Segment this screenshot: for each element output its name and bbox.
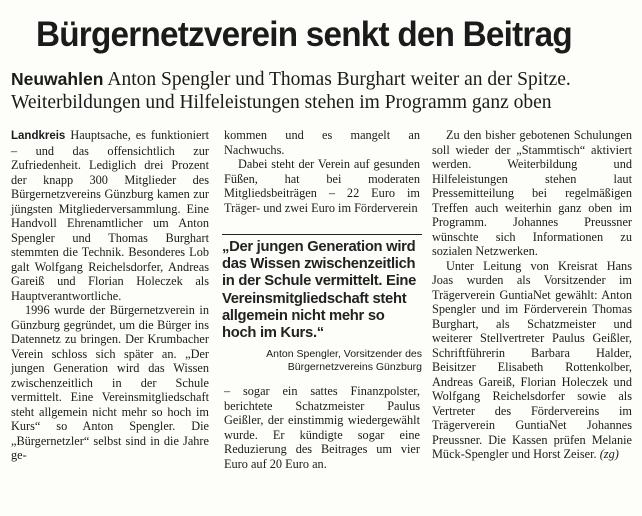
- column-3: [432, 128, 632, 462]
- pull-quote: [222, 234, 422, 374]
- kicker: Neuwahlen: [11, 69, 104, 89]
- pull-quote-source: Anton Spengler, Vorsitzender des Bürgernetzvereins Günzburg: [266, 348, 422, 374]
- paragraph: – sogar ein sattes Finanzpolster, berichtete Schatzmeister Paulus Geißler, der einstimmig wiedergewählt wurde. Er kündigte sogar eine Reduzierung des Beitrages um vier Euro auf 20 Euro an.: [224, 384, 420, 471]
- subheadline-block: [11, 68, 633, 114]
- paragraph: 1996 wurde der Bürgernetzverein in Günzburg gegründet, um die Bürger ins Datennetz zu bringen. Der Krumbacher Verein schloss sich später an. „Der jungen Generation wird das Wissen zwischenzeitlich in der Schule vermittelt. Eine Vereinsmitgliedschaft steht allgemein nicht mehr so hoch im Kurs“ so Anton Spengler. Die „Bürgernetzler“ selbst sind in die Jahre ge-: [11, 303, 209, 462]
- paragraph: Zu den bisher gebotenen Schulungen soll wieder der „Stammtisch“ aktiviert werden. Weiterbildung und Hilfeleistungen stehen laut Pressemitteilung bei regelmäßigen Treffen auch weiterhin ganz oben im Programm. Johannes Preussner wünschte sich Informationen zu sozialen Netzwerken.: [432, 128, 632, 258]
- paragraph-text: Unter Leitung von Kreisrat Hans Joas wurden als Vorsitzender im Trägerverein GuntiaNet gewählt: Anton Spengler und im Förderverein Thomas Burghart, als Schatzmeister und weiterer Stellvertreter Paulus Geißler, Schriftführerin Barbara Halder, Beisitzer Elisabeth Rottenkolber, Andreas Gareiß, Florian Holeczek und Wolfgang Reichelsdorfer sowie als Vertreter des Fördervereins im Trägerverein GuntiaNet Johannes Preussner. Die Kassen prüfen Melanie Mück-Spengler und Horst Zeiser.: [432, 258, 632, 461]
- paragraph: Dabei steht der Verein auf gesunden Füßen, hat bei moderaten Mitgliedsbeiträgen – 22 Euro im Träger- und zwei Euro im Förderverein: [224, 157, 420, 215]
- paragraph-text: Hauptsache, es funktioniert – und das offensichtlich zur Zufriedenheit. Lediglich drei Prozent der knapp 300 Mitglieder des Bürgernetzvereins Günzburg kamen zur jüngsten Mitgliederversammlung. Eine Handvoll Ehrenamtlicher um Anton Spengler und Thomas Burghart stemmten die Technik. Besonderes Lob galt Wolfgang Reichelsdorfer, Andreas Gareiß und Florian Holeczek als Hauptverantwortliche.: [11, 128, 209, 303]
- headline: Bürgernetzverein senkt den Beitrag: [36, 15, 572, 54]
- pull-quote-text: „Der jungen Generation wird das Wissen zwischenzeitlich in der Schule vermittelt. Eine Vereinsmitgliedschaft steht allgemein nicht mehr so hoch im Kurs.“: [222, 239, 417, 342]
- paragraph: [432, 259, 632, 462]
- column-2: [224, 128, 420, 215]
- paragraph: [11, 128, 209, 303]
- paragraph: kommen und es mangelt an Nachwuchs.: [224, 128, 420, 157]
- column-1: [11, 128, 209, 463]
- column-2-continued: [224, 384, 420, 471]
- dateline: Landkreis: [11, 130, 66, 142]
- author-signature: (zg): [599, 447, 619, 461]
- subheadline: Anton Spengler und Thomas Burghart weiter an der Spitze. Weiterbildungen und Hilfeleistungen stehen im Programm ganz oben: [11, 69, 571, 113]
